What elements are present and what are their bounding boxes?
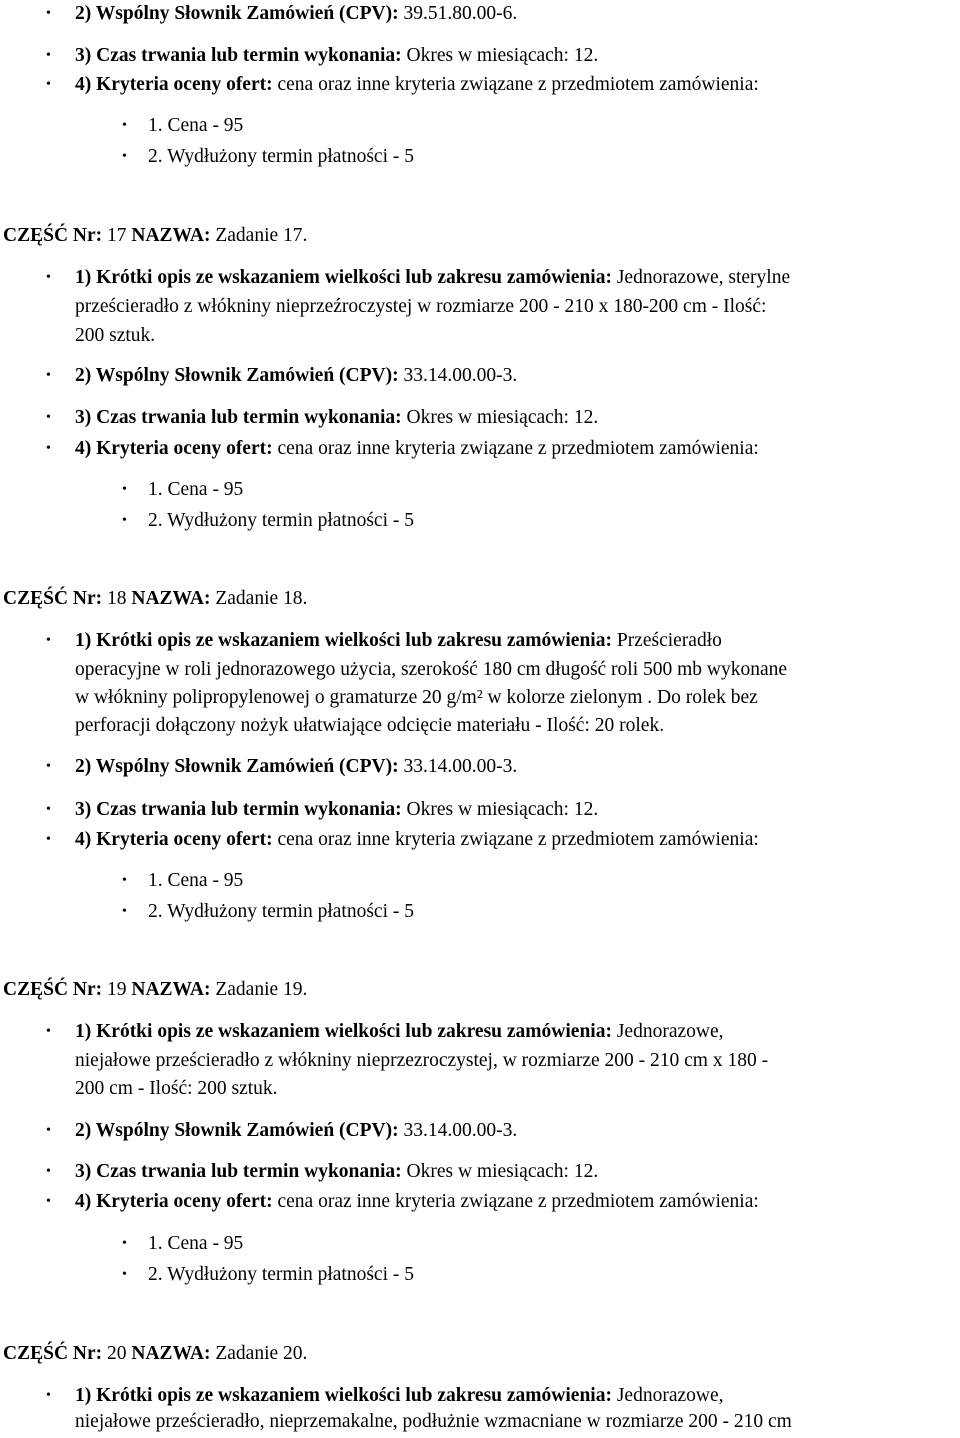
- duration-label: 3) Czas trwania lub termin wykonania:: [75, 799, 402, 820]
- part-header: [3, 585, 307, 613]
- bullet-icon: •: [122, 873, 127, 888]
- duration-value: Okres w miesiącach: 12.: [401, 407, 599, 428]
- description-label: 1) Krótki opis ze wskazaniem wielkości lub zakresu zamówienia:: [75, 1021, 612, 1042]
- duration-label: 3) Czas trwania lub termin wykonania:: [75, 45, 402, 66]
- cpv-label: 2) Wspólny Słownik Zamówień (CPV):: [75, 3, 399, 24]
- description-text: niejałowe prześcieradło z włókniny nieprzezroczystej, w rozmiarze 200 - 210 cm x 180 -: [75, 1050, 769, 1071]
- bullet-icon: •: [46, 368, 51, 383]
- part-number: 19: [102, 979, 132, 1000]
- description-text: Jednorazowe,: [611, 1021, 724, 1042]
- cpv-line: [75, 753, 517, 781]
- bullet-icon: •: [46, 6, 51, 21]
- bullet-icon: •: [46, 77, 51, 92]
- description-text: operacyjne w roli jednorazowego użycia, szerokość 180 cm długość roli 500 mb wykonane: [75, 659, 788, 680]
- criterion-item: 1. Cena - 95: [148, 870, 244, 891]
- description-label: 1) Krótki opis ze wskazaniem wielkości lub zakresu zamówienia:: [75, 630, 612, 651]
- part-header: [3, 976, 307, 1004]
- bullet-icon: •: [46, 441, 51, 456]
- part-name-value: Zadanie 20.: [210, 1343, 308, 1364]
- part-name-label: NAZWA:: [131, 979, 211, 1000]
- cpv-label: 2) Wspólny Słownik Zamówień (CPV):: [75, 365, 399, 386]
- bullet-icon: •: [46, 1024, 51, 1039]
- bullet-icon: •: [46, 270, 51, 285]
- part-name-value: Zadanie 17.: [210, 225, 308, 246]
- bullet-icon: •: [122, 1236, 127, 1251]
- description-label: 1) Krótki opis ze wskazaniem wielkości lub zakresu zamówienia:: [75, 1385, 612, 1406]
- part-name-value: Zadanie 18.: [210, 588, 308, 609]
- criterion-item: 1. Cena - 95: [148, 479, 244, 500]
- bullet-icon: •: [122, 118, 127, 133]
- description-text: 200 cm - Ilość: 200 sztuk.: [75, 1078, 278, 1099]
- description-text: Prześcieradło: [611, 630, 722, 651]
- duration-label: 3) Czas trwania lub termin wykonania:: [75, 1161, 402, 1182]
- description-line: [75, 1018, 724, 1046]
- part-header-label: CZĘŚĆ Nr:: [3, 588, 103, 609]
- bullet-icon: •: [122, 904, 127, 919]
- criteria-label: 4) Kryteria oceny ofert:: [75, 1191, 273, 1212]
- criterion-item: 2. Wydłużony termin płatności - 5: [148, 510, 415, 531]
- part-number: 20: [102, 1343, 132, 1364]
- description-line: [75, 1382, 724, 1410]
- duration-label: 3) Czas trwania lub termin wykonania:: [75, 407, 402, 428]
- cpv-value: 39.51.80.00-6.: [398, 3, 518, 24]
- bullet-icon: •: [46, 1164, 51, 1179]
- criteria-value: cena oraz inne kryteria związane z przedmiotem zamówienia:: [272, 74, 759, 95]
- criteria-line: [75, 435, 759, 463]
- criteria-line: [75, 826, 759, 854]
- description-text: 200 sztuk.: [75, 325, 156, 346]
- criterion-item: 1. Cena - 95: [148, 115, 244, 136]
- bullet-icon: •: [122, 513, 127, 528]
- cpv-line: [75, 0, 517, 28]
- duration-line: [75, 796, 598, 824]
- bullet-icon: •: [122, 149, 127, 164]
- description-text: perforacji dołączony nożyk ułatwiające odcięcie materiału - Ilość: 20 rolek.: [75, 715, 665, 736]
- criteria-label: 4) Kryteria oceny ofert:: [75, 829, 273, 850]
- duration-value: Okres w miesiącach: 12.: [401, 1161, 599, 1182]
- cpv-line: [75, 362, 517, 390]
- part-number: 17: [102, 225, 132, 246]
- bullet-icon: •: [46, 633, 51, 648]
- cpv-value: 33.14.00.00-3.: [398, 756, 518, 777]
- part-name-label: NAZWA:: [131, 588, 211, 609]
- criterion-item: 1. Cena - 95: [148, 1233, 244, 1254]
- bullet-icon: •: [46, 759, 51, 774]
- bullet-icon: •: [122, 482, 127, 497]
- bullet-icon: •: [46, 1123, 51, 1138]
- cpv-label: 2) Wspólny Słownik Zamówień (CPV):: [75, 756, 399, 777]
- duration-value: Okres w miesiącach: 12.: [401, 799, 599, 820]
- description-line: [75, 627, 722, 655]
- part-name-label: NAZWA:: [131, 1343, 211, 1364]
- cpv-label: 2) Wspólny Słownik Zamówień (CPV):: [75, 1120, 399, 1141]
- cpv-line: [75, 1117, 517, 1145]
- criterion-item: 2. Wydłużony termin płatności - 5: [148, 1264, 415, 1285]
- duration-line: [75, 1158, 598, 1186]
- criteria-value: cena oraz inne kryteria związane z przedmiotem zamówienia:: [272, 829, 759, 850]
- bullet-icon: •: [46, 48, 51, 63]
- criteria-value: cena oraz inne kryteria związane z przedmiotem zamówienia:: [272, 1191, 759, 1212]
- part-name-value: Zadanie 19.: [210, 979, 308, 1000]
- part-name-label: NAZWA:: [131, 225, 211, 246]
- criteria-line: [75, 1188, 759, 1216]
- bullet-icon: •: [46, 802, 51, 817]
- description-line: [75, 264, 790, 292]
- part-header: [3, 1340, 307, 1368]
- bullet-icon: •: [46, 410, 51, 425]
- criteria-label: 4) Kryteria oceny ofert:: [75, 74, 273, 95]
- bullet-icon: •: [46, 1388, 51, 1403]
- criteria-line: [75, 71, 759, 99]
- description-text: Jednorazowe,: [611, 1385, 724, 1406]
- description-text: Jednorazowe, sterylne: [611, 267, 791, 288]
- duration-value: Okres w miesiącach: 12.: [401, 45, 599, 66]
- cpv-value: 33.14.00.00-3.: [398, 365, 518, 386]
- criterion-item: 2. Wydłużony termin płatności - 5: [148, 901, 415, 922]
- duration-line: [75, 42, 598, 70]
- criteria-label: 4) Kryteria oceny ofert:: [75, 438, 273, 459]
- criterion-item: 2. Wydłużony termin płatności - 5: [148, 146, 415, 167]
- description-text: niejałowe prześcieradło, nieprzemakalne, podłużnie wzmacniane w rozmiarze 200 - 210 cm: [75, 1411, 792, 1432]
- description-label: 1) Krótki opis ze wskazaniem wielkości lub zakresu zamówienia:: [75, 267, 612, 288]
- bullet-icon: •: [122, 1267, 127, 1282]
- bullet-icon: •: [46, 832, 51, 847]
- part-header-label: CZĘŚĆ Nr:: [3, 225, 103, 246]
- duration-line: [75, 404, 598, 432]
- part-number: 18: [102, 588, 132, 609]
- criteria-value: cena oraz inne kryteria związane z przedmiotem zamówienia:: [272, 438, 759, 459]
- cpv-value: 33.14.00.00-3.: [398, 1120, 518, 1141]
- part-header-label: CZĘŚĆ Nr:: [3, 1343, 103, 1364]
- part-header-label: CZĘŚĆ Nr:: [3, 979, 103, 1000]
- description-text: w włókniny polipropylenowej o gramaturze 20 g/m² w kolorze zielonym . Do rolek bez: [75, 687, 758, 708]
- part-header: [3, 222, 307, 250]
- bullet-icon: •: [46, 1194, 51, 1209]
- description-text: prześcieradło z włókniny nieprzeźroczystej w rozmiarze 200 - 210 x 180-200 cm - Ilość:: [75, 296, 767, 317]
